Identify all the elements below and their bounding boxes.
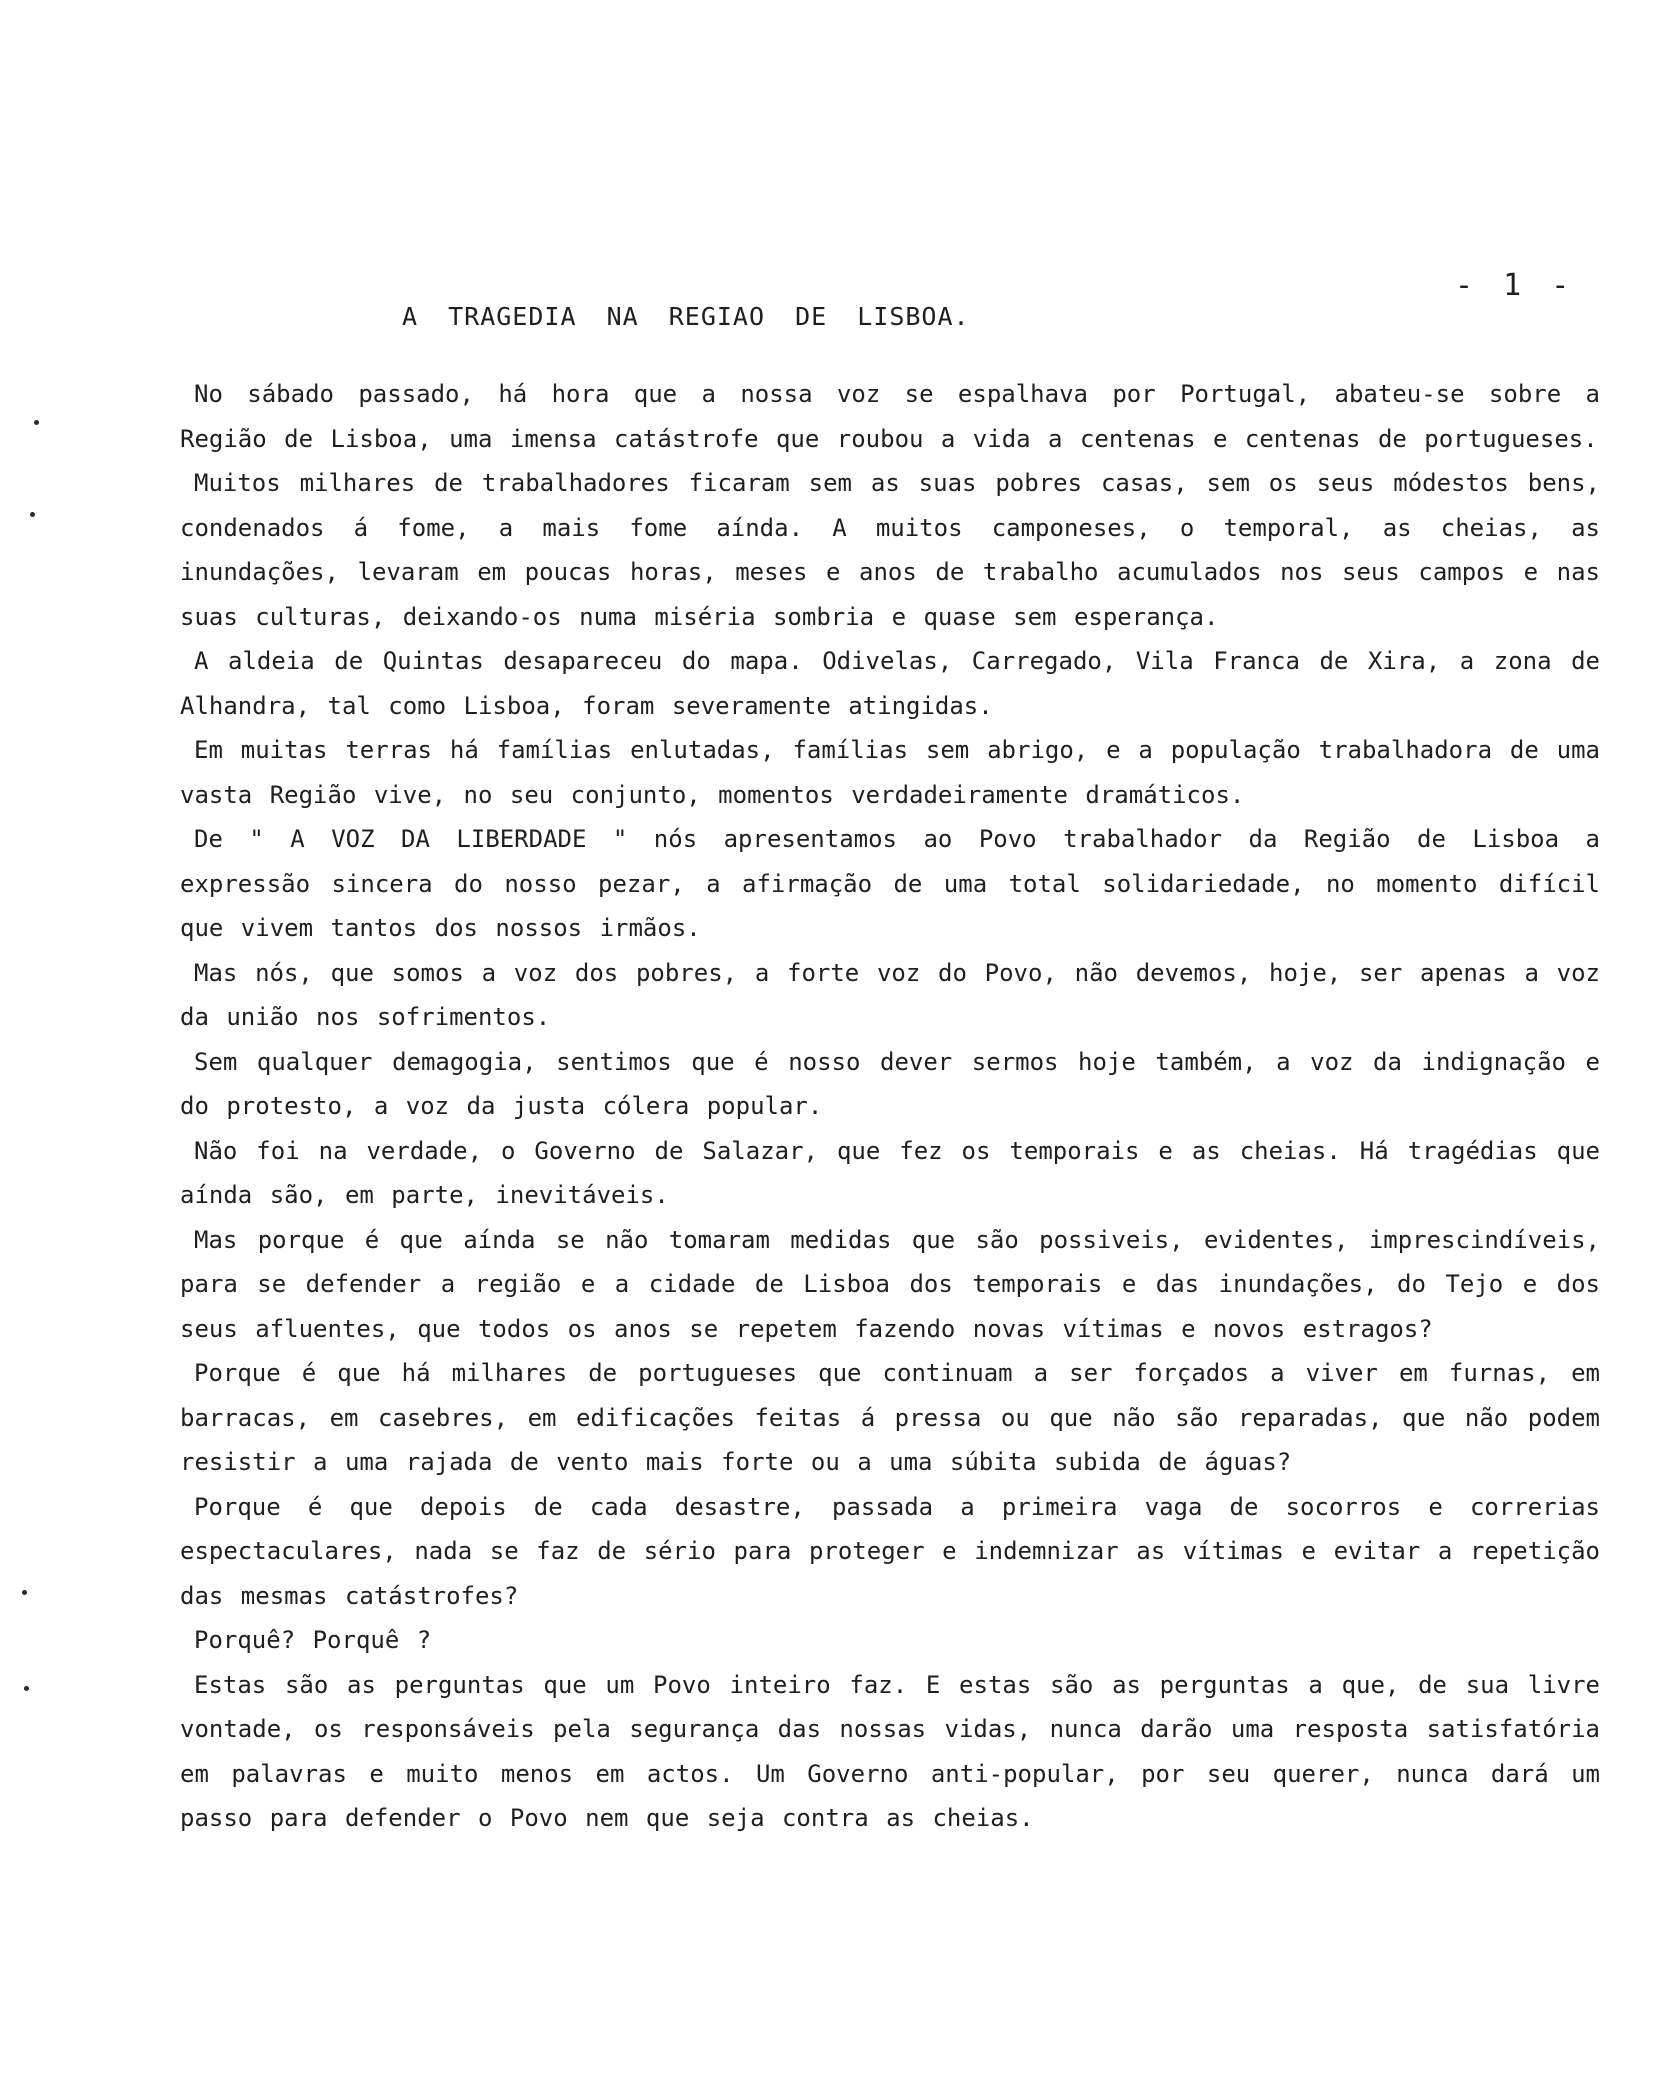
paragraph: Porquê? Porquê ? <box>194 1626 432 1654</box>
paragraph: Muitos milhares de trabalhadores ficaram sem as suas pobres casas, sem os seus módestos bens, condenados á fome, a mais fome aínda. A muitos camponeses, o temporal, as cheias, as inundações, levaram em poucas horas, meses e anos de trabalho acumulados nos seus campos e nas suas culturas, deixando-os numa miséria sombria e quase sem esperança. <box>180 469 1600 631</box>
margin-speck <box>22 1590 27 1595</box>
paragraph: Mas nós, que somos a voz dos pobres, a forte voz do Povo, não devemos, hoje, ser apenas a voz da união nos sofrimentos. <box>180 958 1600 1031</box>
margin-speck <box>24 1686 29 1691</box>
page-number: - 1 - <box>1455 268 1576 303</box>
paragraph: No sábado passado, há hora que a nossa voz se espalhava por Portugal, abateu-se sobre a Região de Lisboa, uma imensa catástrofe que roubou a vida a centenas e centenas de portugueses. <box>180 380 1600 453</box>
paragraph: Estas são as perguntas que um Povo inteiro faz. E estas são as perguntas a que, de sua livre vontade, os responsáveis pela segurança das nossas vidas, nunca darão uma resposta satisfatória em palavras e muito menos em actos. Um Governo anti-popular, por seu querer, nunca dará um passo para defender o Povo nem que seja contra as cheias. <box>180 1670 1600 1832</box>
paragraph: Não foi na verdade, o Governo de Salazar, que fez os temporais e as cheias. Há tragédias que aínda são, em parte, inevitáveis. <box>180 1136 1600 1209</box>
paragraph: De " A VOZ DA LIBERDADE " nós apresentamos ao Povo trabalhador da Região de Lisboa a expressão sincera do nosso pezar, a afirmação de uma total solidariedade, no momento difícil que vivem tantos dos nossos irmãos. <box>180 825 1600 942</box>
paragraph: Em muitas terras há famílias enlutadas, famílias sem abrigo, e a população trabalhadora de uma vasta Região vive, no seu conjunto, momentos verdadeiramente dramáticos. <box>180 736 1600 809</box>
document-body <box>180 372 1600 1841</box>
paragraph: A aldeia de Quintas desapareceu do mapa. Odivelas, Carregado, Vila Franca de Xira, a zona de Alhandra, tal como Lisboa, foram severamente atingidas. <box>180 647 1600 720</box>
paragraph: Porque é que depois de cada desastre, passada a primeira vaga de socorros e correrias espectaculares, nada se faz de sério para proteger e indemnizar as vítimas e evitar a repetição das mesmas catástrofes? <box>180 1492 1600 1610</box>
document-title: A TRAGEDIA NA REGIAO DE LISBOA. <box>402 302 970 331</box>
paragraph: Porque é que há milhares de portugueses que continuam a ser forçados a viver em furnas, em barracas, em casebres, em edificações feitas á pressa ou que não são reparadas, que não podem resistir a uma rajada de vento mais forte ou a uma súbita subida de águas? <box>180 1359 1600 1476</box>
margin-speck <box>34 420 39 425</box>
paragraph: Mas porque é que aínda se não tomaram medidas que são possiveis, evidentes, imprescindíveis, para se defender a região e a cidade de Lisboa dos temporais e das inundações, do Tejo e dos seus afluentes, que todos os anos se repetem fazendo novas vítimas e novos estragos? <box>180 1225 1600 1343</box>
paragraph: Sem qualquer demagogia, sentimos que é nosso dever sermos hoje também, a voz da indignação e do protesto, a voz da justa cólera popular. <box>180 1047 1600 1120</box>
margin-speck <box>30 512 35 517</box>
